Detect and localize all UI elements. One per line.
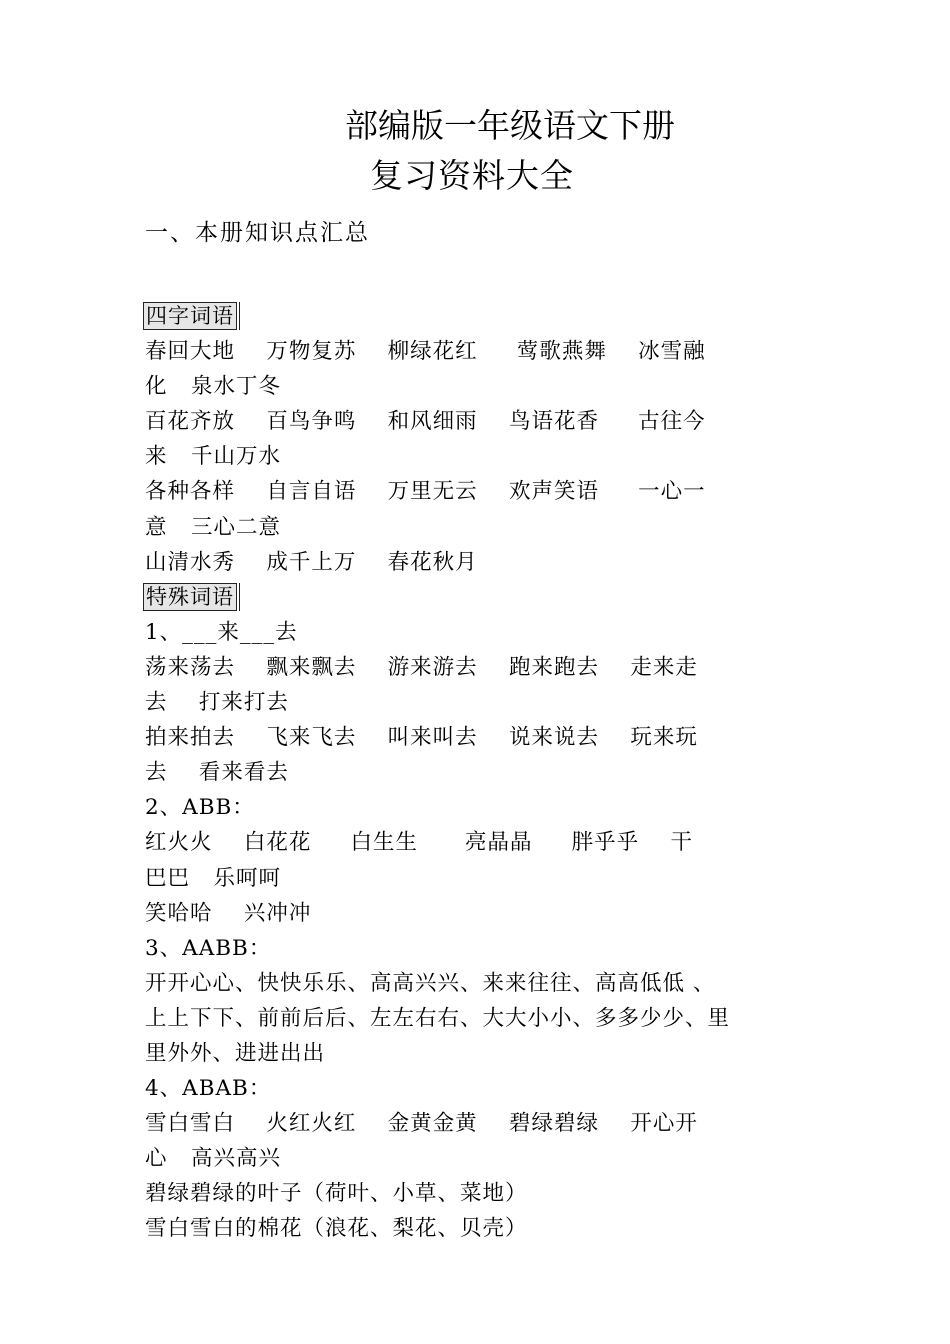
text-line: 山清水秀 成千上万 春花秋月 (145, 549, 478, 575)
text-line: 笑哈哈 兴冲冲 (145, 900, 312, 926)
text-line: 2、ABB： (145, 795, 255, 821)
text-line: 红火火 白花花 白生生 亮晶晶 胖乎乎 干 (145, 830, 694, 856)
section-heading: 一、本册知识点汇总 (145, 220, 370, 246)
text-line: 春回大地 万物复苏 柳绿花红 莺歌燕舞 冰雪融 (145, 339, 706, 365)
text-line: 心 高兴高兴 (145, 1146, 282, 1172)
text-line: 拍来拍去 飞来飞去 叫来叫去 说来说去 玩来玩 (145, 725, 698, 751)
text-line: 荡来荡去 飘来飘去 游来游去 跑来跑去 走来走 (145, 654, 698, 680)
text-line: 1、___来___去 (145, 619, 298, 645)
text-line: 雪白雪白的棉花（浪花、梨花、贝壳） (145, 1216, 528, 1242)
text-line: 巴巴 乐呵呵 (145, 865, 282, 891)
text-line: 百花齐放 百鸟争鸣 和风细雨 鸟语花香 古往今 (145, 409, 706, 435)
document-body (145, 299, 810, 1247)
text-line: 去 打来打去 (145, 690, 289, 716)
category-label-row (145, 299, 810, 334)
text-line: 碧绿碧绿的叶子（荷叶、小草、菜地） (145, 1181, 528, 1207)
text-line: 各种各样 自言自语 万里无云 欢声笑语 一心一 (145, 479, 706, 505)
text-line: 上上下下、前前后后、左左右右、大大小小、多多少少、里 (145, 1005, 731, 1031)
text-line: 3、AABB： (145, 935, 272, 961)
text-line: 意 三心二意 (145, 514, 282, 540)
document-title-line-1: 部编版一年级语文下册 (345, 106, 675, 145)
category-label: 特殊词语 (143, 583, 237, 611)
text-line: 来 千山万水 (145, 444, 282, 470)
text-line: 化 泉水丁冬 (145, 374, 282, 400)
category-label: 四字词语 (143, 302, 237, 330)
text-line: 雪白雪白 火红火红 金黄金黄 碧绿碧绿 开心开 (145, 1111, 698, 1137)
category-label-row (145, 580, 810, 615)
text-line: 里外外、进进出出 (145, 1040, 326, 1066)
text-line: 去 看来看去 (145, 760, 289, 786)
text-line: 开开心心、快快乐乐、高高兴兴、来来往往、高高低低 、 (145, 970, 716, 996)
text-line: 4、ABAB： (145, 1076, 272, 1102)
document-title-line-2: 复习资料大全 (370, 156, 574, 195)
